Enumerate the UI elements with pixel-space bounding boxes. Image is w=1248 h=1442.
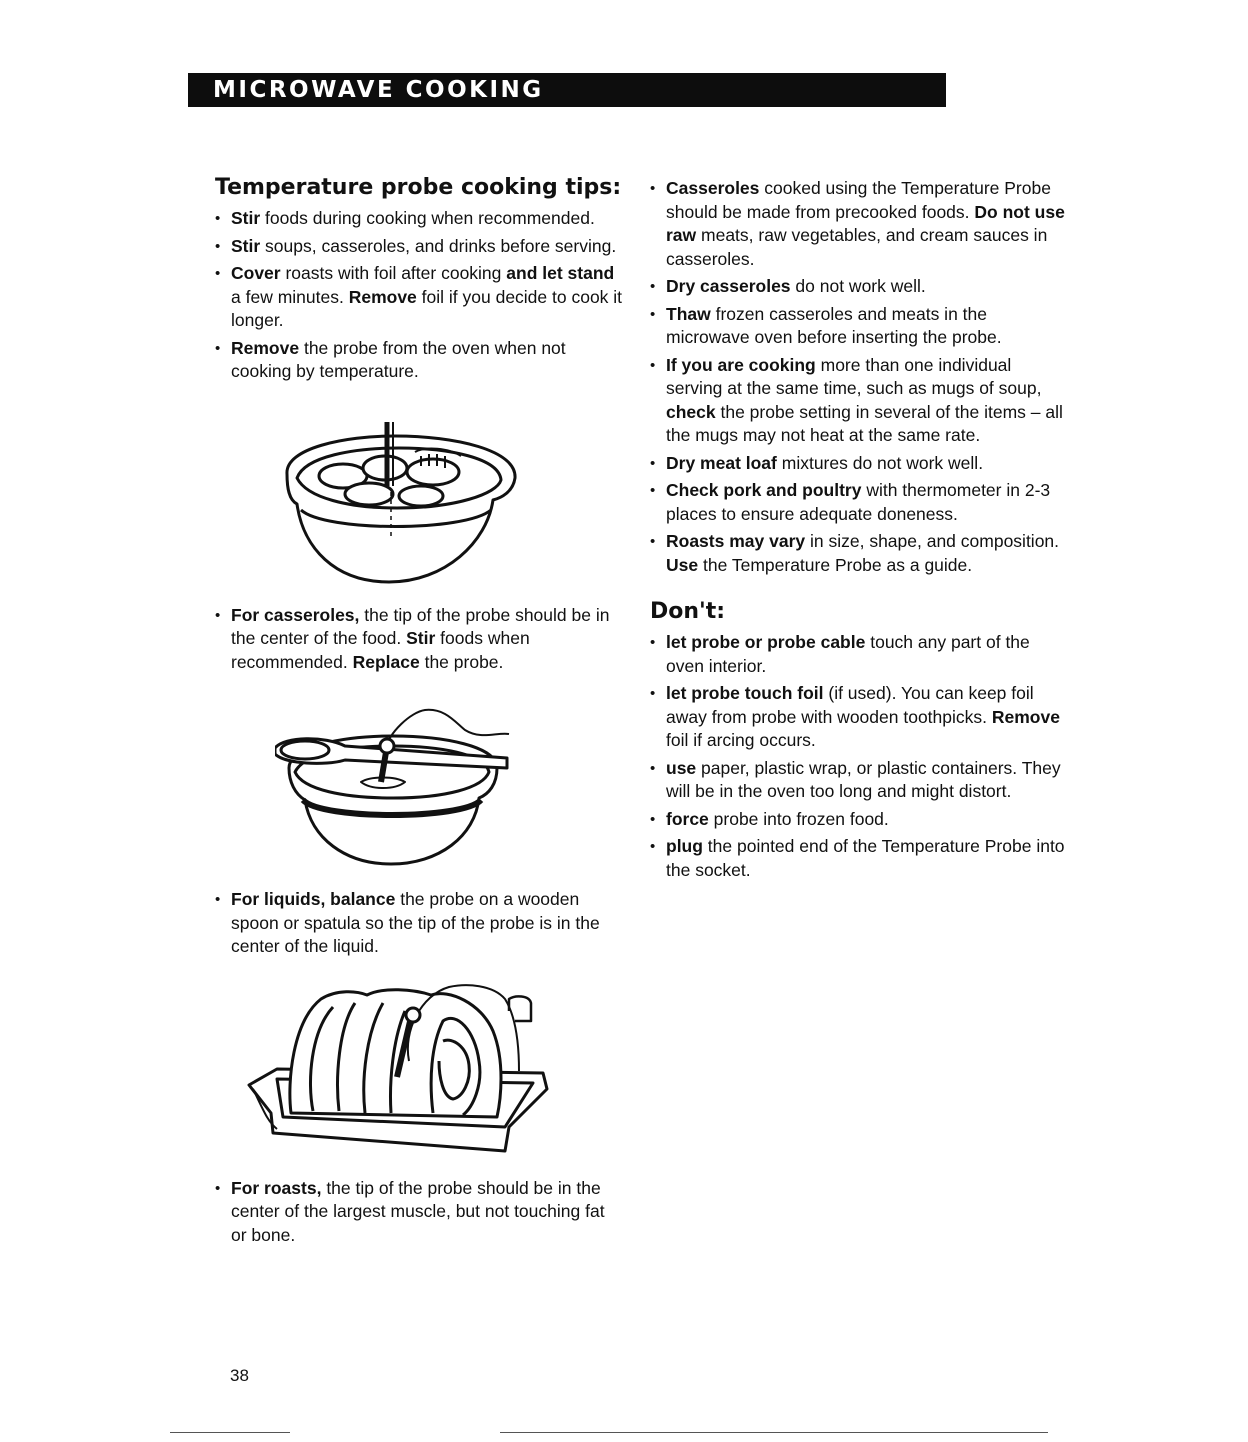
section-header-bar — [188, 73, 946, 107]
list-item: • let probe touch foil (if used). You can keep foil away from probe with wooden toothpicks. Remove foil if arcing occurs. — [648, 682, 1068, 753]
list-item: • plug the pointed end of the Temperature Probe into the socket. — [648, 835, 1068, 882]
footer-rule-right — [500, 1432, 1048, 1433]
list-item: • Stir foods during cooking when recommended. — [213, 207, 623, 231]
left-column — [213, 175, 623, 1251]
tips-heading: Temperature probe cooking tips: — [215, 175, 622, 200]
list-item: • For casseroles, the tip of the probe should be in the center of the food. Stir foods when recommended. Replace the probe. — [213, 604, 623, 675]
probe-tips-list — [213, 207, 623, 384]
right-column — [648, 177, 1068, 886]
list-item: • For liquids, balance the probe on a wooden spoon or spatula so the tip of the probe is in the center of the liquid. — [213, 888, 623, 959]
list-item: • Stir soups, casseroles, and drinks before serving. — [213, 235, 623, 259]
list-item: • Remove the probe from the oven when not cooking by temperature. — [213, 337, 623, 384]
list-item: • Check pork and poultry with thermometer in 2-3 places to ensure adequate doneness. — [648, 479, 1068, 526]
list-item: • force probe into frozen food. — [648, 808, 1068, 832]
list-item: • Cover roasts with foil after cooking and let stand a few minutes. Remove foil if you decide to cook it longer. — [213, 262, 623, 333]
roast-tip-list — [213, 1177, 623, 1248]
list-item: • For roasts, the tip of the probe should be in the center of the largest muscle, but not touching fat or bone. — [213, 1177, 623, 1248]
list-item: • Dry casseroles do not work well. — [648, 275, 1068, 299]
casserole-tip-list — [213, 604, 623, 675]
footer-rule-left — [170, 1432, 290, 1433]
liquid-bowl-probe-illustration — [275, 702, 515, 872]
list-item: • Roasts may vary in size, shape, and composition. Use the Temperature Probe as a guide. — [648, 530, 1068, 577]
list-item: • use paper, plastic wrap, or plastic containers. They will be in the oven too long and might distort. — [648, 757, 1068, 804]
liquid-tip-list — [213, 888, 623, 959]
dont-heading: Don't: — [650, 599, 726, 624]
list-item: • Casseroles cooked using the Temperature Probe should be made from precooked foods. Do not use raw meats, raw vegetables, and cream sauces in casseroles. — [648, 177, 1068, 271]
list-item: • let probe or probe cable touch any part of the oven interior. — [648, 631, 1068, 678]
probe-tips-list-continued — [648, 177, 1068, 577]
list-item: • Dry meat loaf mixtures do not work well. — [648, 452, 1068, 476]
section-title: MICROWAVE COOKING — [213, 77, 544, 103]
list-item: • Thaw frozen casseroles and meats in the microwave oven before inserting the probe. — [648, 303, 1068, 350]
list-item: • If you are cooking more than one individual serving at the same time, such as mugs of soup, check the probe setting in several of the items – all the mugs may not heat at the same rate. — [648, 354, 1068, 448]
dont-list — [648, 631, 1068, 882]
casserole-probe-illustration — [265, 422, 525, 592]
page-number: 38 — [230, 1366, 249, 1385]
roast-probe-illustration — [243, 981, 563, 1161]
